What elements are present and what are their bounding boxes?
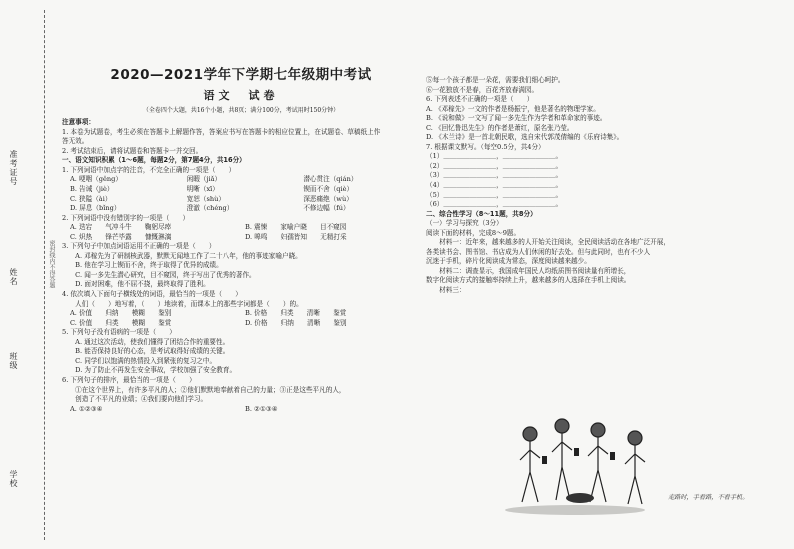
seal-notice: 密封线内不得答题 — [48, 240, 55, 288]
binding-margin — [0, 0, 62, 549]
left-questions — [62, 118, 420, 414]
text-line: 阅读下面的材料，完成8～9题。 — [426, 228, 521, 237]
text-line: 6. 下列表述不正确的一项是（ ） — [426, 95, 534, 104]
name-label: 姓名 — [9, 268, 18, 286]
option-text: C. 价值 归类 模糊 鉴赏 — [70, 318, 172, 327]
option-text: 宽恕（shù） — [186, 194, 225, 203]
text-line: 1. 下列词语中加点字的注音，不完全正确的一项是（ ） — [62, 165, 236, 174]
cartoon-illustration — [500, 412, 749, 522]
text-line: 各类读书会、图书馆、书店成为人们休闲的好去处。但与此同时，也有不少人 — [426, 247, 651, 256]
admission-label: 准考证号 — [9, 150, 18, 186]
option-row — [62, 405, 420, 415]
option-row — [62, 319, 420, 329]
text-line: C. 闻一多先生潜心研究，目不窥园，终于写出了优秀的著作。 — [62, 270, 256, 279]
text-line: （2）＿＿＿＿＿＿＿＿，＿＿＿＿＿＿＿＿。 — [426, 161, 563, 170]
option-text: 不修边幅（fú） — [303, 204, 350, 213]
page-subtitle: 语文 试卷 — [203, 88, 279, 102]
text-line: ⑤每一个孩子都是一朵花，需要我们细心呵护。 — [426, 76, 565, 84]
text-line: C. 同学们以饱满的热情投入到紧张的复习之中。 — [62, 356, 217, 365]
text-line: 答无效。 — [62, 137, 89, 146]
option-text: D. 屏息（bǐng） — [70, 204, 121, 213]
text-line: 数字化阅读方式的接触率持续上升，越来越多的人选择在手机上阅读。 — [426, 276, 631, 285]
text-line: （一）学习与探究（3分） — [426, 219, 503, 228]
text-line: 材料三： — [426, 286, 466, 295]
text-line: 1. 本卷为试题卷，考生必须在答题卡上解题作答，答案应书写在答题卡的相应位置上，在试题卷、草稿纸上作 — [62, 127, 381, 136]
text-line: 材料二：调查显示，我国成年国民人均纸质图书阅读量有所增长， — [426, 266, 631, 275]
text-line: 2. 下列词语中没有错别字的一项是（ ） — [62, 213, 190, 222]
option-text: B. ②①③④ — [245, 404, 278, 413]
option-text: B. 告诫（jiè） — [70, 185, 114, 194]
option-row — [62, 223, 420, 233]
option-text: A. ①②③④ — [70, 404, 103, 413]
text-line: 二、综合性学习（8～11题，共8分） — [426, 209, 537, 218]
text-line: （6）＿＿＿＿＿＿＿＿，＿＿＿＿＿＿＿＿。 — [426, 200, 563, 209]
text-line: （5）＿＿＿＿＿＿＿＿，＿＿＿＿＿＿＿＿。 — [426, 190, 563, 199]
text-line: （1）＿＿＿＿＿＿＿＿，＿＿＿＿＿＿＿＿。 — [426, 152, 563, 161]
option-row — [62, 175, 420, 185]
page-title: 2020—2021学年下学期七年级期中考试 — [110, 67, 372, 83]
text-line: A. 邓稼先为了研制核武器，默默无闻地工作了二十八年，他的事迹家喻户晓。 — [62, 251, 302, 260]
option-text: 潜心贯注（qián） — [303, 175, 358, 184]
option-text: A. 价值 归纳 模糊 鉴别 — [70, 309, 172, 318]
option-row — [62, 204, 420, 214]
option-row — [62, 309, 420, 319]
left-column — [62, 40, 420, 414]
text-line: 一、语文知识积累（1～6题，每题2分，第7题4分，共16分） — [62, 156, 246, 165]
pedestrians-with-phones-drawing — [500, 412, 670, 517]
school-label: 学校 — [9, 470, 18, 488]
option-text: B. 价格 归类 清晰 鉴赏 — [245, 309, 347, 318]
text-line: 创造了不平凡的业绩；④我们要向他们学习。 — [62, 395, 208, 404]
seal-line — [44, 10, 45, 540]
right-column — [426, 76, 786, 296]
cartoon-caption: 走路时，手看路，不看手机。 — [668, 494, 749, 501]
option-row — [62, 195, 420, 205]
option-text: A. 哽咽（gěng） — [70, 175, 122, 184]
text-line: 材料一：近年来，越来越多的人开始关注阅读，全民阅读活动在各地广泛开展， — [426, 238, 670, 247]
text-line: 沉迷于手机，碎片化阅读成为常态，深度阅读越来越少。 — [426, 257, 591, 266]
option-text: 锲而不舍（qiè） — [303, 185, 354, 194]
text-line: 3. 下列句子中加点词语运用不正确的一项是（ ） — [62, 242, 216, 251]
option-text: C. 狭隘（ài） — [70, 194, 112, 203]
text-line: D. 面对困难，他不屈不挠，最终取得了胜利。 — [62, 280, 210, 289]
option-text: C. 炽热 锋芒毕露 慷慨淋漓 — [70, 232, 172, 241]
option-text: 澄澈（chéng） — [186, 204, 234, 213]
option-text: 闲暇（jiǎ） — [186, 175, 222, 184]
option-text: B. 震悚 家喻户晓 目不窥园 — [245, 223, 347, 232]
right-questions — [426, 76, 786, 296]
option-row — [62, 233, 420, 243]
text-line: B. 《说和做》一文写了闻一多先生作为学者和革命家的事迹。 — [426, 114, 607, 123]
text-line: 人们（ ）地写着，（ ）地读着，而课本上的那些字词都是（ ）的。 — [62, 299, 303, 308]
text-line: A. 《邓稼先》一文的作者是杨振宁，他是著名的物理学家。 — [426, 104, 600, 113]
option-text: A. 迭宕 气冲斗牛 鞠躬尽瘁 — [70, 223, 172, 232]
option-text: 明晰（xī） — [186, 185, 219, 194]
text-line: ⑥一花独放不是春，百花齐放春满园。 — [426, 85, 539, 94]
option-row — [62, 185, 420, 195]
option-text: D. 价格 归纳 清晰 鉴别 — [245, 318, 347, 327]
text-line: 5. 下列句子没有语病的一项是（ ） — [62, 328, 176, 337]
option-text: 深恶痛绝（wù） — [303, 194, 353, 203]
exam-info: （全卷四个大题，共16个小题，共8页；满分100分，考试用时150分钟） — [142, 106, 340, 114]
text-line: ①在这个世界上，有许多平凡的人；②他们默默地奉献着自己的力量；③正是这些平凡的人， — [62, 385, 346, 394]
text-line: A. 通过这次活动，使我们懂得了团结合作的重要性。 — [62, 337, 230, 346]
text-line: （4）＿＿＿＿＿＿＿＿，＿＿＿＿＿＿＿＿。 — [426, 181, 563, 190]
text-line: 6. 下列句子的排序，最恰当的一项是（ ） — [62, 375, 196, 384]
class-label: 班级 — [9, 352, 18, 370]
option-text: D. 嗥鸣 妇孺皆知 无精打采 — [245, 232, 347, 241]
text-line: 4. 依次填入下面句子横线处的词语，最恰当的一项是（ ） — [62, 290, 242, 299]
text-line: B. 能否保持良好的心态，是考试取得好成绩的关键。 — [62, 347, 230, 356]
text-line: C. 《回忆鲁迅先生》的作者是萧红，原名张乃莹。 — [426, 123, 574, 132]
text-line: 7. 根据课文默写。（每空0.5分，共4分） — [426, 142, 545, 151]
text-line: B. 他在学习上锲而不舍，终于取得了优异的成绩。 — [62, 261, 223, 270]
text-line: 2. 考试结束后，请将试题卷和答题卡一并交回。 — [62, 146, 203, 155]
text-line: D. 《木兰诗》是一首北朝民歌，选自宋代郭茂倩编的《乐府诗集》。 — [426, 133, 624, 142]
text-line: 注意事项： — [62, 118, 95, 127]
text-line: D. 为了防止不再发生安全事故，学校加强了安全教育。 — [62, 366, 237, 375]
text-line: （3）＿＿＿＿＿＿＿＿，＿＿＿＿＿＿＿＿。 — [426, 171, 563, 180]
